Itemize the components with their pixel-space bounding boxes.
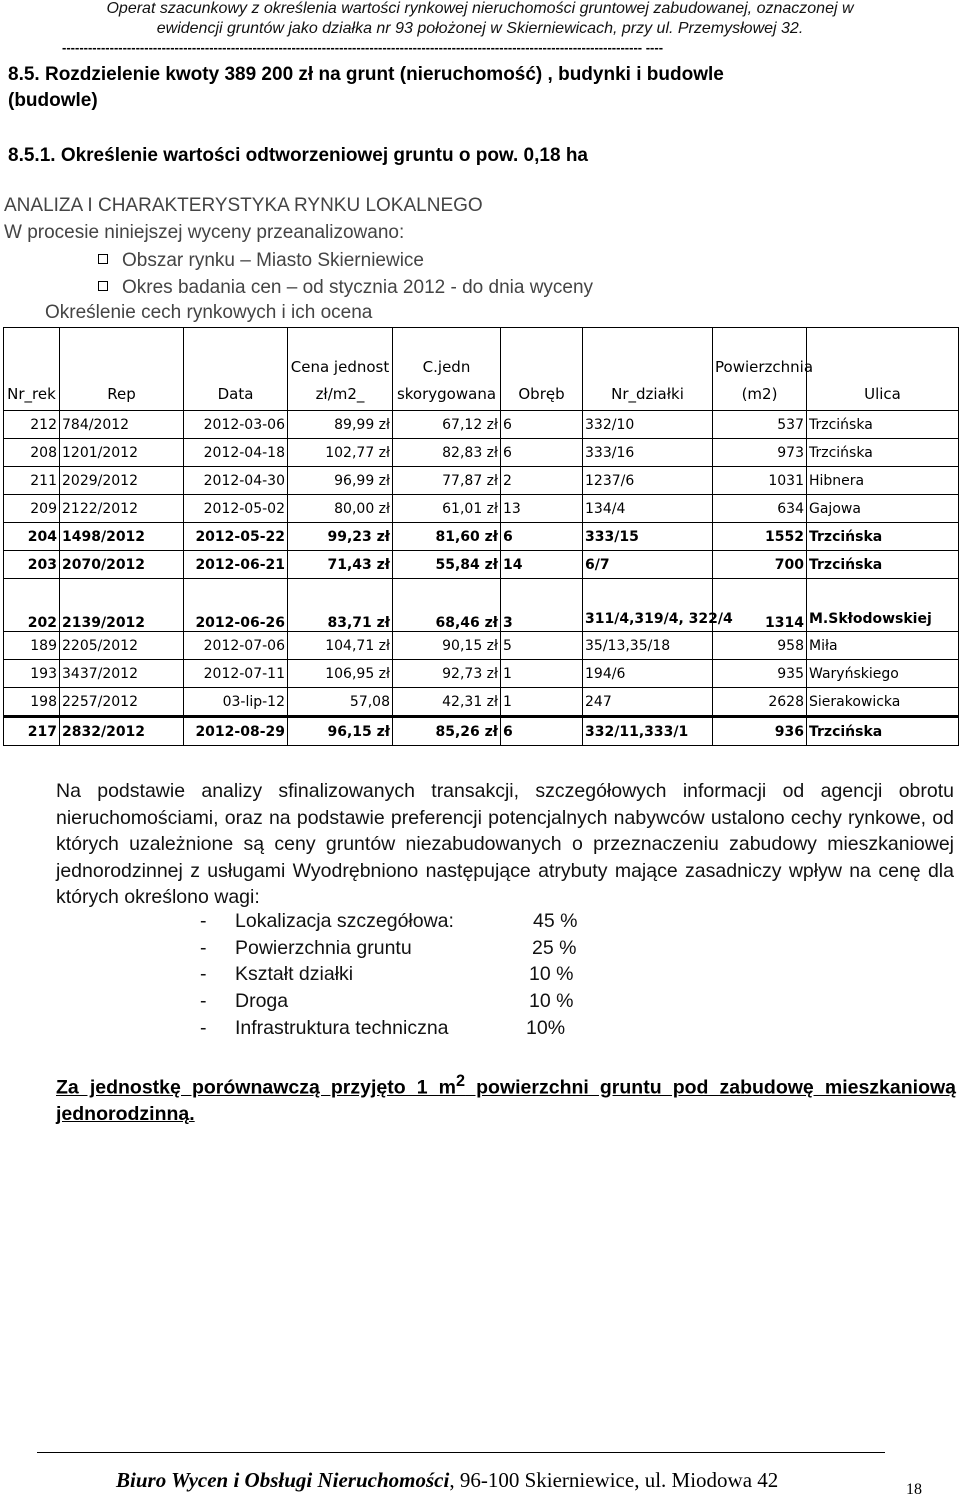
cell-cena: 104,71 zł bbox=[288, 632, 393, 660]
analysis-paragraph: Na podstawie analizy sfinalizowanych transakcji, szczegółowych informacji od agencji obrotu nieruchomościami, oraz na podstawie preferencji potencjalnych nabywców ustalono cechy rynkowe, od których uzależnione są ceny gruntów niezabudowanych o przeznaczeniu zabudowy mieszkaniowej jednorodzinnej z usługami Wyodrębniono następujące atrybuty mające zasadniczy wpływ na cenę dla których określono wagi: bbox=[56, 780, 954, 908]
cell-cena: 80,00 zł bbox=[288, 495, 393, 523]
cell-cjedn: 82,83 zł bbox=[393, 439, 501, 467]
cell-nr: 203 bbox=[4, 551, 60, 579]
cell-cjedn: 67,12 zł bbox=[393, 411, 501, 439]
table-row bbox=[4, 717, 959, 746]
col-header-ulica: Ulica bbox=[807, 328, 959, 411]
table-row bbox=[4, 411, 959, 439]
cell-pow: 935 bbox=[713, 660, 807, 688]
section-title-continued: (budowle) bbox=[8, 90, 98, 111]
cell-obreb: 6 bbox=[501, 523, 583, 551]
table-row bbox=[4, 523, 959, 551]
cell-nr: 202 bbox=[4, 579, 60, 632]
cell-cena: 89,99 zł bbox=[288, 411, 393, 439]
cell-ulica: Trzcińska bbox=[807, 717, 959, 746]
cell-dzialka: 333/15 bbox=[583, 523, 713, 551]
cell-cjedn: 90,15 zł bbox=[393, 632, 501, 660]
cell-dzialka: 332/10 bbox=[583, 411, 713, 439]
col-header-cena: Cena jednost zł/m2_ bbox=[288, 328, 393, 411]
cell-dzialka: 332/11,333/1 bbox=[583, 717, 713, 746]
cell-ulica: M.Skłodowskiej bbox=[807, 579, 959, 632]
col-header-cjedn: C.jedn skorygowana bbox=[393, 328, 501, 411]
section-title: 8.5. Rozdzielenie kwoty 389 200 zł na grunt (nieruchomość) , budynki i budowle bbox=[8, 64, 724, 85]
cell-obreb: 3 bbox=[501, 579, 583, 632]
cell-pow: 2628 bbox=[713, 688, 807, 717]
cell-dzialka: 134/4 bbox=[583, 495, 713, 523]
attribute-name: Powierzchnia gruntu bbox=[235, 936, 412, 959]
cell-dzialka: 194/6 bbox=[583, 660, 713, 688]
cell-ulica: Trzcińska bbox=[807, 411, 959, 439]
cell-pow: 1031 bbox=[713, 467, 807, 495]
footer-address: , 96-100 Skierniewice, ul. Miodowa 42 bbox=[449, 1468, 779, 1492]
cell-ulica: Hibnera bbox=[807, 467, 959, 495]
cell-dzialka: 247 bbox=[583, 688, 713, 717]
cell-data: 2012-06-26 bbox=[184, 579, 288, 632]
cell-rep: 2832/2012 bbox=[60, 717, 184, 746]
col-header-dzialka: Nr_działki bbox=[583, 328, 713, 411]
bullet-item bbox=[98, 277, 593, 299]
cell-data: 2012-07-06 bbox=[184, 632, 288, 660]
checkbox-bullet-icon bbox=[98, 254, 108, 264]
cell-data: 2012-07-11 bbox=[184, 660, 288, 688]
cell-obreb: 5 bbox=[501, 632, 583, 660]
document-header-line-1: Operat szacunkowy z określenia wartości rynkowej nieruchomości gruntowej zabudowanej, oznaczonej w bbox=[106, 0, 854, 17]
cell-cena: 96,99 zł bbox=[288, 467, 393, 495]
table-row bbox=[4, 632, 959, 660]
transactions-table bbox=[3, 327, 959, 746]
cell-cjedn: 77,87 zł bbox=[393, 467, 501, 495]
cell-ulica: Gajowa bbox=[807, 495, 959, 523]
page-number: 18 bbox=[906, 1481, 922, 1498]
cell-nr: 204 bbox=[4, 523, 60, 551]
analysis-heading: ANALIZA I CHARAKTERYSTYKA RYNKU LOKALNEGO bbox=[4, 195, 483, 216]
cell-cjedn: 68,46 zł bbox=[393, 579, 501, 632]
cell-pow: 537 bbox=[713, 411, 807, 439]
cell-data: 2012-08-29 bbox=[184, 717, 288, 746]
col-header-data: Data bbox=[184, 328, 288, 411]
cell-obreb: 6 bbox=[501, 717, 583, 746]
cell-rep: 2139/2012 bbox=[60, 579, 184, 632]
col-header-pow: Powierzchnia (m2) bbox=[713, 328, 807, 411]
subsection-title: 8.5.1. Określenie wartości odtworzeniowej gruntu o pow. 0,18 ha bbox=[8, 145, 588, 166]
cell-rep: 3437/2012 bbox=[60, 660, 184, 688]
cell-pow: 700 bbox=[713, 551, 807, 579]
cell-nr: 189 bbox=[4, 632, 60, 660]
cell-dzialka: 311/4,319/4, 322/4 bbox=[583, 579, 713, 632]
cell-obreb: 6 bbox=[501, 411, 583, 439]
attribute-name: Kształt działki bbox=[235, 963, 354, 986]
cell-obreb: 13 bbox=[501, 495, 583, 523]
footer-divider bbox=[37, 1452, 885, 1453]
cell-cena: 57,08 bbox=[288, 688, 393, 717]
footer-company: Biuro Wycen i Obsługi Nieruchomości bbox=[116, 1468, 450, 1492]
cell-rep: 1201/2012 bbox=[60, 439, 184, 467]
cell-cjedn: 61,01 zł bbox=[393, 495, 501, 523]
cell-cjedn: 55,84 zł bbox=[393, 551, 501, 579]
table-row bbox=[4, 579, 959, 632]
header-separator: -------------------------------------------------------------------------------------------------------------------------------------- ---- bbox=[62, 40, 664, 55]
cell-ulica: Waryńskiego bbox=[807, 660, 959, 688]
cell-cjedn: 42,31 zł bbox=[393, 688, 501, 717]
cell-data: 2012-06-21 bbox=[184, 551, 288, 579]
cell-cjedn: 81,60 zł bbox=[393, 523, 501, 551]
cell-rep: 2070/2012 bbox=[60, 551, 184, 579]
unit-statement: Za jednostkę porównawczą przyjęto 1 $m^2$ powierzchni gruntu pod zabudowę mieszkaniową jednorodzinną. bbox=[56, 1072, 956, 1125]
cell-nr: 217 bbox=[4, 717, 60, 746]
cell-rep: 2205/2012 bbox=[60, 632, 184, 660]
superscript: 2 bbox=[456, 1072, 466, 1090]
attribute-name: Lokalizacja szczegółowa: bbox=[235, 910, 454, 932]
cell-ulica: Sierakowicka bbox=[807, 688, 959, 717]
cell-ulica: Miła bbox=[807, 632, 959, 660]
table-row bbox=[4, 467, 959, 495]
cell-ulica: Trzcińska bbox=[807, 523, 959, 551]
cell-obreb: 14 bbox=[501, 551, 583, 579]
col-header-nr: Nr_rek bbox=[4, 328, 60, 411]
cell-rep: 2122/2012 bbox=[60, 495, 184, 523]
cell-rep: 784/2012 bbox=[60, 411, 184, 439]
cell-data: 2012-05-02 bbox=[184, 495, 288, 523]
cell-nr: 212 bbox=[4, 411, 60, 439]
cell-data: 2012-05-22 bbox=[184, 523, 288, 551]
attribute-name: Infrastruktura techniczna bbox=[235, 1016, 449, 1039]
bullet-text: Okres badania cen – od stycznia 2012 - do dnia wyceny bbox=[122, 277, 594, 298]
cell-obreb: 1 bbox=[501, 660, 583, 688]
cell-pow: 1314 bbox=[713, 579, 807, 632]
cell-dzialka: 333/16 bbox=[583, 439, 713, 467]
table-row bbox=[4, 495, 959, 523]
cell-dzialka: 1237/6 bbox=[583, 467, 713, 495]
cell-dzialka: 35/13,35/18 bbox=[583, 632, 713, 660]
cell-cena: 99,23 zł bbox=[288, 523, 393, 551]
cell-nr: 211 bbox=[4, 467, 60, 495]
table-row bbox=[4, 660, 959, 688]
cell-cena: 96,15 zł bbox=[288, 717, 393, 746]
cell-obreb: 6 bbox=[501, 439, 583, 467]
col-header-obreb: Obręb bbox=[501, 328, 583, 411]
cell-data: 2012-03-06 bbox=[184, 411, 288, 439]
attribute-weight: 10% bbox=[526, 1016, 566, 1039]
cell-data: 2012-04-30 bbox=[184, 467, 288, 495]
attribute-weight: 25 % bbox=[532, 936, 577, 959]
cell-cena: 71,43 zł bbox=[288, 551, 393, 579]
cell-cjedn: 92,73 zł bbox=[393, 660, 501, 688]
cell-pow: 973 bbox=[713, 439, 807, 467]
cell-cena: 106,95 zł bbox=[288, 660, 393, 688]
col-header-rep: Rep bbox=[60, 328, 184, 411]
cell-ulica: Trzcińska bbox=[807, 551, 959, 579]
cell-nr: 209 bbox=[4, 495, 60, 523]
cell-rep: 1498/2012 bbox=[60, 523, 184, 551]
attribute-weight: 45 % bbox=[533, 910, 578, 932]
cell-nr: 193 bbox=[4, 660, 60, 688]
cell-dzialka: 6/7 bbox=[583, 551, 713, 579]
cell-pow: 936 bbox=[713, 717, 807, 746]
cell-pow: 634 bbox=[713, 495, 807, 523]
attribute-weight: 10 % bbox=[529, 990, 574, 1013]
cell-data: 2012-04-18 bbox=[184, 439, 288, 467]
cell-cjedn: 85,26 zł bbox=[393, 717, 501, 746]
cell-ulica: Trzcińska bbox=[807, 439, 959, 467]
table-row bbox=[4, 688, 959, 717]
attribute-weight: 10 % bbox=[529, 963, 574, 986]
cell-cena: 102,77 zł bbox=[288, 439, 393, 467]
cell-pow: 1552 bbox=[713, 523, 807, 551]
checkbox-bullet-icon bbox=[98, 281, 108, 291]
cell-nr: 208 bbox=[4, 439, 60, 467]
bullet-item bbox=[98, 250, 424, 272]
cell-nr: 198 bbox=[4, 688, 60, 717]
table-row bbox=[4, 439, 959, 467]
attribute-name: Droga bbox=[235, 990, 289, 1013]
cell-obreb: 1 bbox=[501, 688, 583, 717]
cell-pow: 958 bbox=[713, 632, 807, 660]
analysis-intro: W procesie niniejszej wyceny przeanalizowano: bbox=[4, 222, 405, 243]
table-header-row bbox=[4, 328, 959, 411]
cell-obreb: 2 bbox=[501, 467, 583, 495]
features-label: Określenie cech rynkowych i ich ocena bbox=[45, 302, 373, 323]
footer bbox=[116, 1468, 778, 1493]
bullet-text: Obszar rynku – Miasto Skierniewice bbox=[122, 250, 424, 271]
table-row bbox=[4, 551, 959, 579]
cell-data: 03-lip-12 bbox=[184, 688, 288, 717]
cell-cena: 83,71 zł bbox=[288, 579, 393, 632]
document-header-line-2: ewidencji gruntów jako działka nr 93 położonej w Skierniewicach, przy ul. Przemysłowej 32. bbox=[156, 20, 804, 37]
cell-rep: 2257/2012 bbox=[60, 688, 184, 717]
cell-rep: 2029/2012 bbox=[60, 467, 184, 495]
